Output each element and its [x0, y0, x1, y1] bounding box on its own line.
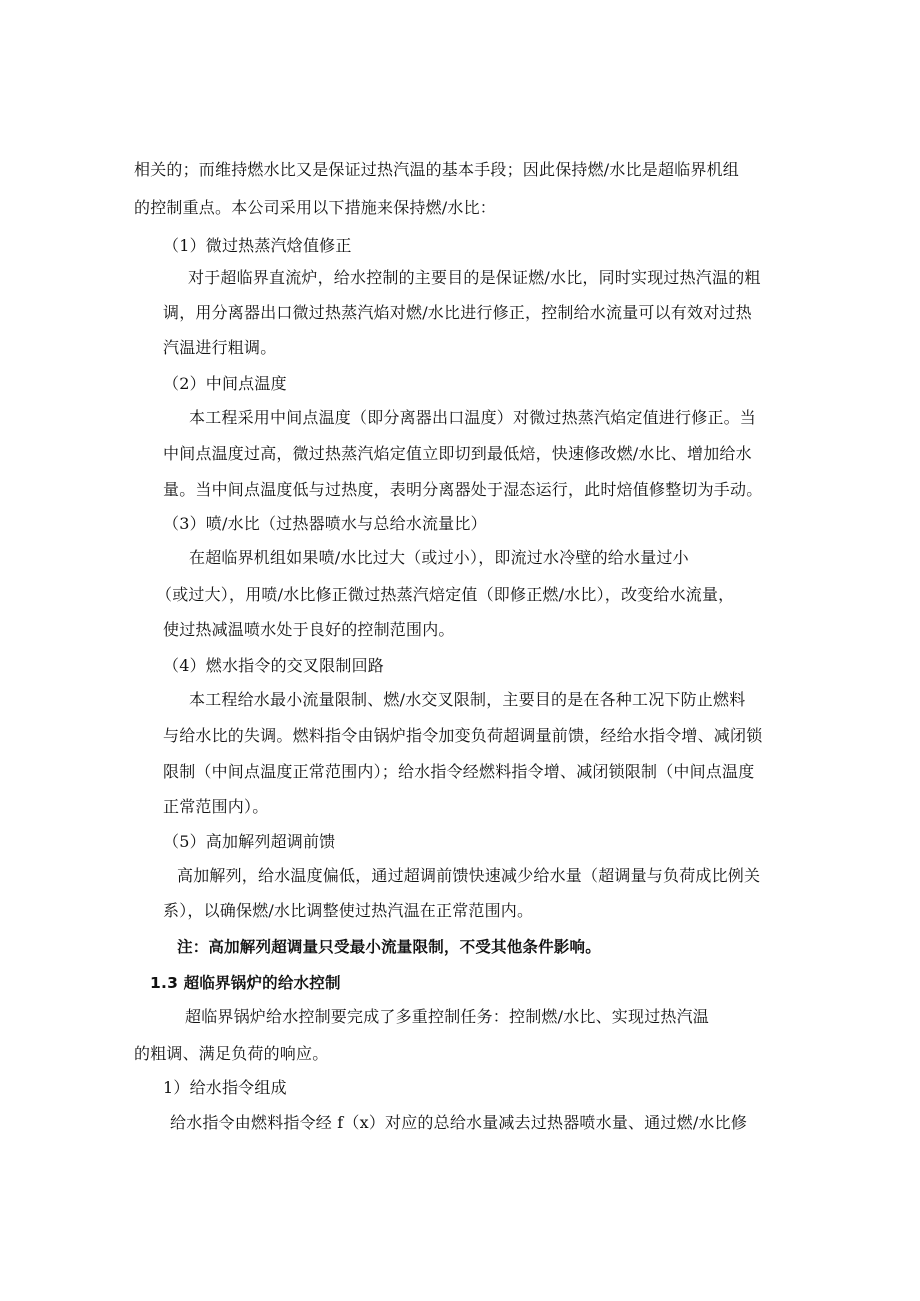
paragraph-line: 量。当中间点温度低与过热度，表明分离器处于湿态运行，此时焙值修整切为手动。	[163, 480, 763, 499]
paragraph-line: 调，用分离器出口微过热蒸汽焰对燃/水比进行修正，控制给水流量可以有效对过热	[163, 303, 752, 322]
note-bold: 注：高加解列超调量只受最小流量限制，不受其他条件影响。	[177, 938, 601, 956]
paragraph-line: 相关的；而维持燃水比又是保证过热汽温的基本手段；因此保持燃/水比是超临界机组	[134, 160, 739, 179]
paragraph-line: 的粗调、满足负荷的响应。	[134, 1044, 329, 1063]
paragraph-line: 中间点温度过高，微过热蒸汽焰定值立即切到最低焙，快速修改燃/水比、增加给水	[163, 444, 752, 463]
section-heading-1: （1）微过热蒸汽焓值修正	[163, 236, 352, 255]
section-heading-3: （3）喷/水比（过热器喷水与总给水流量比）	[163, 514, 487, 533]
paragraph-line: 本工程给水最小流量限制、燃/水交叉限制，主要目的是在各种工况下防止燃料	[189, 690, 746, 709]
paragraph-line: 使过热减温喷水处于良好的控制范围内。	[163, 620, 455, 639]
paragraph-line: 与给水比的失调。燃料指令由锅炉指令加变负荷超调量前馈，经给水指令增、减闭锁	[163, 726, 763, 745]
section-heading-5: （5）高加解列超调前馈	[163, 832, 336, 851]
paragraph-line: 在超临界机组如果喷/水比过大（或过小），即流过水冷壁的给水量过小	[189, 548, 689, 567]
section-title-1-3: 1.3 超临界锅炉的给水控制	[150, 974, 341, 992]
paragraph-line: 系），以确保燃/水比调整使过热汽温在正常范围内。	[163, 901, 534, 920]
paragraph-line: 高加解列，给水温度偏低，通过超调前馈快速减少给水量（超调量与负荷成比例关	[177, 866, 761, 885]
paragraph-line: 超临界锅炉给水控制要完成了多重控制任务：控制燃/水比、实现过热汽温	[185, 1007, 709, 1026]
paragraph-line: 对于超临界直流炉，给水控制的主要目的是保证燃/水比，同时实现过热汽温的粗	[188, 268, 761, 287]
paragraph-line: 给水指令由燃料指令经 f（x）对应的总给水量减去过热器喷水量、通过燃/水比修	[170, 1113, 748, 1132]
paragraph-line: 本工程采用中间点温度（即分离器出口温度）对微过热蒸汽焰定值进行修正。当	[189, 408, 757, 427]
section-heading-2: （2）中间点温度	[163, 374, 287, 393]
paragraph-line: 限制（中间点温度正常范围内）；给水指令经燃料指令增、减闭锁限制（中间点温度	[163, 762, 755, 781]
subsection-heading-1: 1）给水指令组成	[163, 1078, 287, 1097]
paragraph-line: 的控制重点。本公司采用以下措施来保持燃/水比：	[134, 198, 496, 217]
section-heading-4: （4）燃水指令的交叉限制回路	[163, 656, 384, 675]
paragraph-line: （或过大），用喷/水比修正微过热蒸汽焙定值（即修正燃/水比），改变给水流量，	[156, 585, 735, 604]
paragraph-line: 汽温进行粗调。	[163, 338, 277, 357]
paragraph-line: 正常范围内）。	[163, 797, 269, 816]
